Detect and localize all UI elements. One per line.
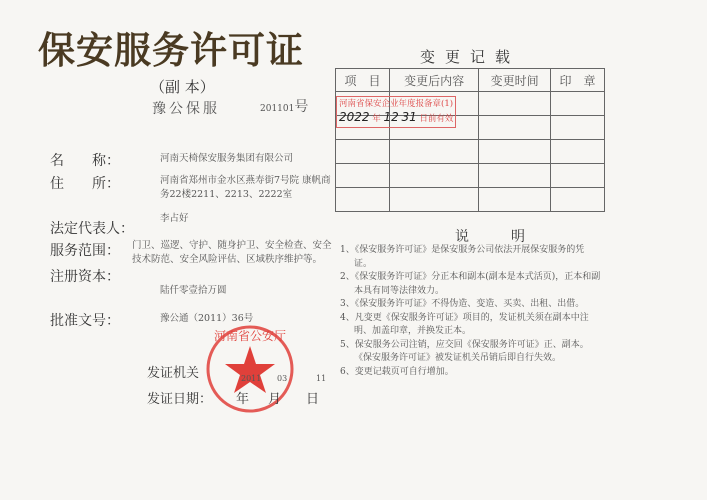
table-row bbox=[336, 188, 605, 212]
change-record-table bbox=[335, 68, 605, 212]
license-number bbox=[260, 96, 308, 116]
column-header: 项 目 bbox=[336, 69, 390, 92]
table-header-row bbox=[336, 69, 605, 92]
notes-title: 说 明 bbox=[455, 229, 539, 245]
note-item: 4、凡变更《保安服务许可证》项目的，发证机关须在副本中注明、加盖印章，并换发正本。 bbox=[340, 312, 589, 336]
handwritten-month: 12 bbox=[383, 110, 399, 124]
copy-label: （副 本） bbox=[150, 78, 215, 96]
table-row bbox=[336, 140, 605, 164]
note-item: 5、保安服务公司注销，应交回《保安服务许可证》正、副本。《保安服务许可证》被发证机关吊销后即自行失效。 bbox=[340, 339, 589, 363]
handwritten-year: 2022 bbox=[339, 110, 370, 124]
field-label-capital: 注册资本： bbox=[50, 269, 120, 285]
column-header: 变更后内容 bbox=[390, 69, 479, 92]
annual-stamp-title: 河南省保安企业年度报备章(1) bbox=[339, 99, 454, 109]
issue-day: 11 bbox=[316, 374, 327, 383]
seal-text: 河南省公安厅 bbox=[213, 329, 287, 343]
field-label-approval: 批准文号： bbox=[50, 313, 120, 329]
column-header: 变更时间 bbox=[479, 69, 551, 92]
issue-date-label: 发证日期： bbox=[147, 392, 213, 407]
issuer-label: 发证机关 bbox=[147, 366, 200, 381]
official-seal bbox=[205, 324, 295, 414]
document-title: 保安服务许可证 bbox=[38, 28, 304, 72]
field-value-name: 河南天椅保安服务集团有限公司 bbox=[160, 153, 294, 164]
handwritten-day: 31 bbox=[401, 110, 417, 124]
license-suffix: 号 bbox=[294, 99, 309, 115]
notes-list bbox=[340, 244, 602, 379]
issue-year: 2011 bbox=[241, 374, 262, 383]
issue-month: 03 bbox=[277, 374, 288, 383]
field-value-scope: 门卫、巡逻、守护、随身护卫、安全检查、安全技术防范、安全风险评估、区域秩序维护等。 bbox=[132, 240, 332, 265]
field-value-approval: 豫公通（2011）36号 bbox=[160, 313, 254, 324]
field-label-name: 名 称： bbox=[50, 153, 120, 169]
field-value-address: 河南省郑州市金水区燕寿街7号院 康帆商务22楼2211、2213、2222室 bbox=[160, 175, 331, 200]
license-number-value: 201101 bbox=[260, 104, 295, 114]
annual-filing-stamp: 河南省保安企业年度报备章(1) 2022 年 12 31 日前有效 bbox=[336, 96, 456, 128]
field-value-capital: 陆仟零壹拾万圆 bbox=[160, 285, 227, 296]
field-label-scope: 服务范围： bbox=[50, 243, 120, 259]
note-item: 6、变更记载页可自行增加。 bbox=[340, 366, 454, 377]
field-value-representative: 李占好 bbox=[160, 213, 189, 224]
license-prefix: 豫公保服 bbox=[152, 101, 220, 117]
month-unit: 月 bbox=[268, 392, 282, 407]
note-item: 1、《保安服务许可证》是保安服务公司依法开展保安服务的凭证。 bbox=[340, 245, 585, 269]
year-unit: 年 bbox=[236, 392, 250, 407]
change-record-title: 变更记载 bbox=[420, 48, 521, 66]
column-header: 印 章 bbox=[550, 69, 604, 92]
note-item: 2、《保安服务许可证》分正本和副本(副本是本式活页)，正本和副本具有同等法律效力。 bbox=[340, 272, 601, 296]
field-label-representative: 法定代表人： bbox=[50, 221, 134, 237]
star-icon bbox=[225, 346, 275, 393]
field-label-address: 住 所： bbox=[50, 176, 120, 192]
table-row bbox=[336, 164, 605, 188]
day-unit: 日 bbox=[306, 392, 320, 407]
note-item: 3、《保安服务许可证》不得伪造、变造、买卖、出租、出借。 bbox=[340, 299, 585, 309]
